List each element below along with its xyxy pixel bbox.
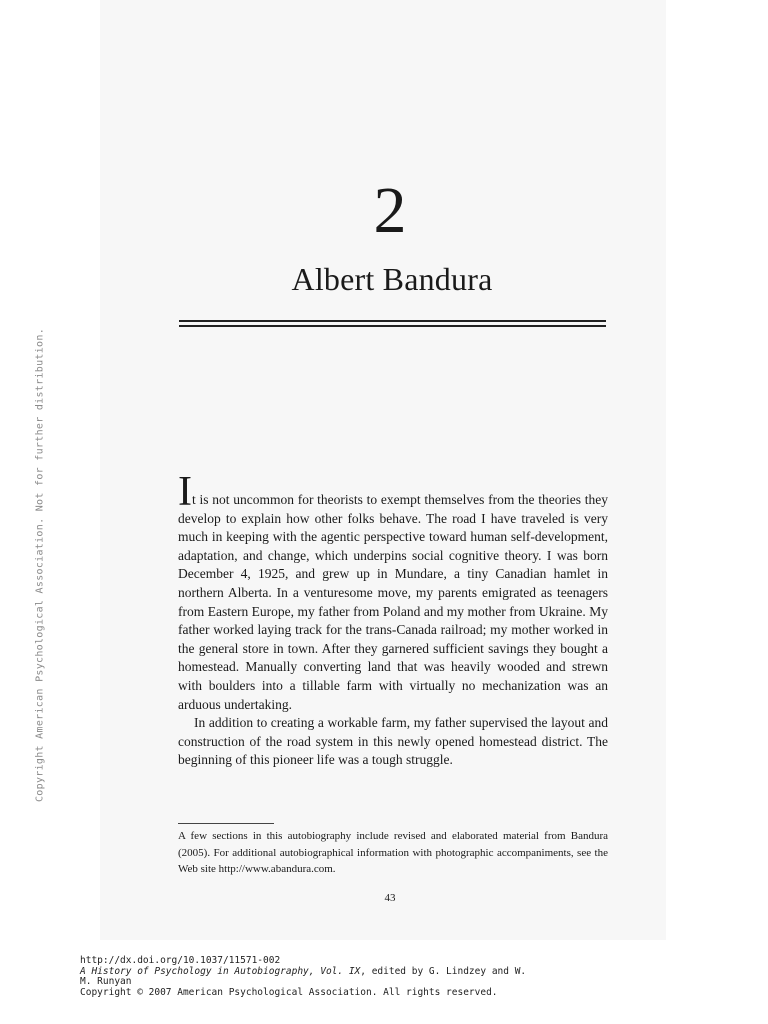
side-copyright-notice: Copyright American Psychological Association. Not for further distribution. [34,327,46,803]
citation-doi: http://dx.doi.org/10.1037/11571-002 [80,955,281,966]
paragraph-1 [178,469,608,714]
citation-editors: , edited by G. Lindzey and W. [360,965,527,977]
title-rule-lower [179,325,606,327]
title-rule-upper [179,320,606,322]
citation-block [80,956,526,998]
footnote: A few sections in this autobiography include revised and elaborated material from Bandura (2005). For additional autobiographical information with photographic accompaniments, see the Web site http://www.abandura.com. [178,830,608,875]
page-number: 43 [384,892,396,904]
body-text [178,469,608,770]
drop-cap: I [178,469,192,515]
citation-copyright: Copyright © 2007 American Psychological Association. All rights reserved. [80,986,498,998]
citation-book-title: A History of Psychology in Autobiography, Vol. IX [80,965,361,977]
paragraph-1-text: t is not uncommon for theorists to exempt themselves from the theories they develop to explain how other folks behave. The road I have traveled is very much in keeping with the agentic perspective toward human self-development, adaptation, and change, which underpins social cognitive theory. I was born December 4, 1925, and grew up in Mundare, a tiny Canadian hamlet in northern Alberta. In a venturesome move, my parents emigrated as teenagers from Eastern Europe, my father from Poland and my mother from Ukraine. My father worked laying track for the trans-Canada railroad; my mother worked in the general store in town. After they garnered sufficient savings they bought a homestead. Manually converting land that was heavily wooded and strewn with boulders into a tillable farm with virtually no mechanization was an arduous undertaking. [178,492,608,712]
chapter-title: Albert Bandura [291,261,493,297]
footnote-divider [178,823,274,824]
citation-source-line [80,967,526,978]
chapter-number: 2 [373,174,407,247]
paragraph-2: In addition to creating a workable farm, my father supervised the layout and construction of the road system in this newly opened homestead district. The beginning of this pioneer life was a tough struggle. [178,715,608,768]
citation-editors-continued: M. Runyan [80,976,132,987]
